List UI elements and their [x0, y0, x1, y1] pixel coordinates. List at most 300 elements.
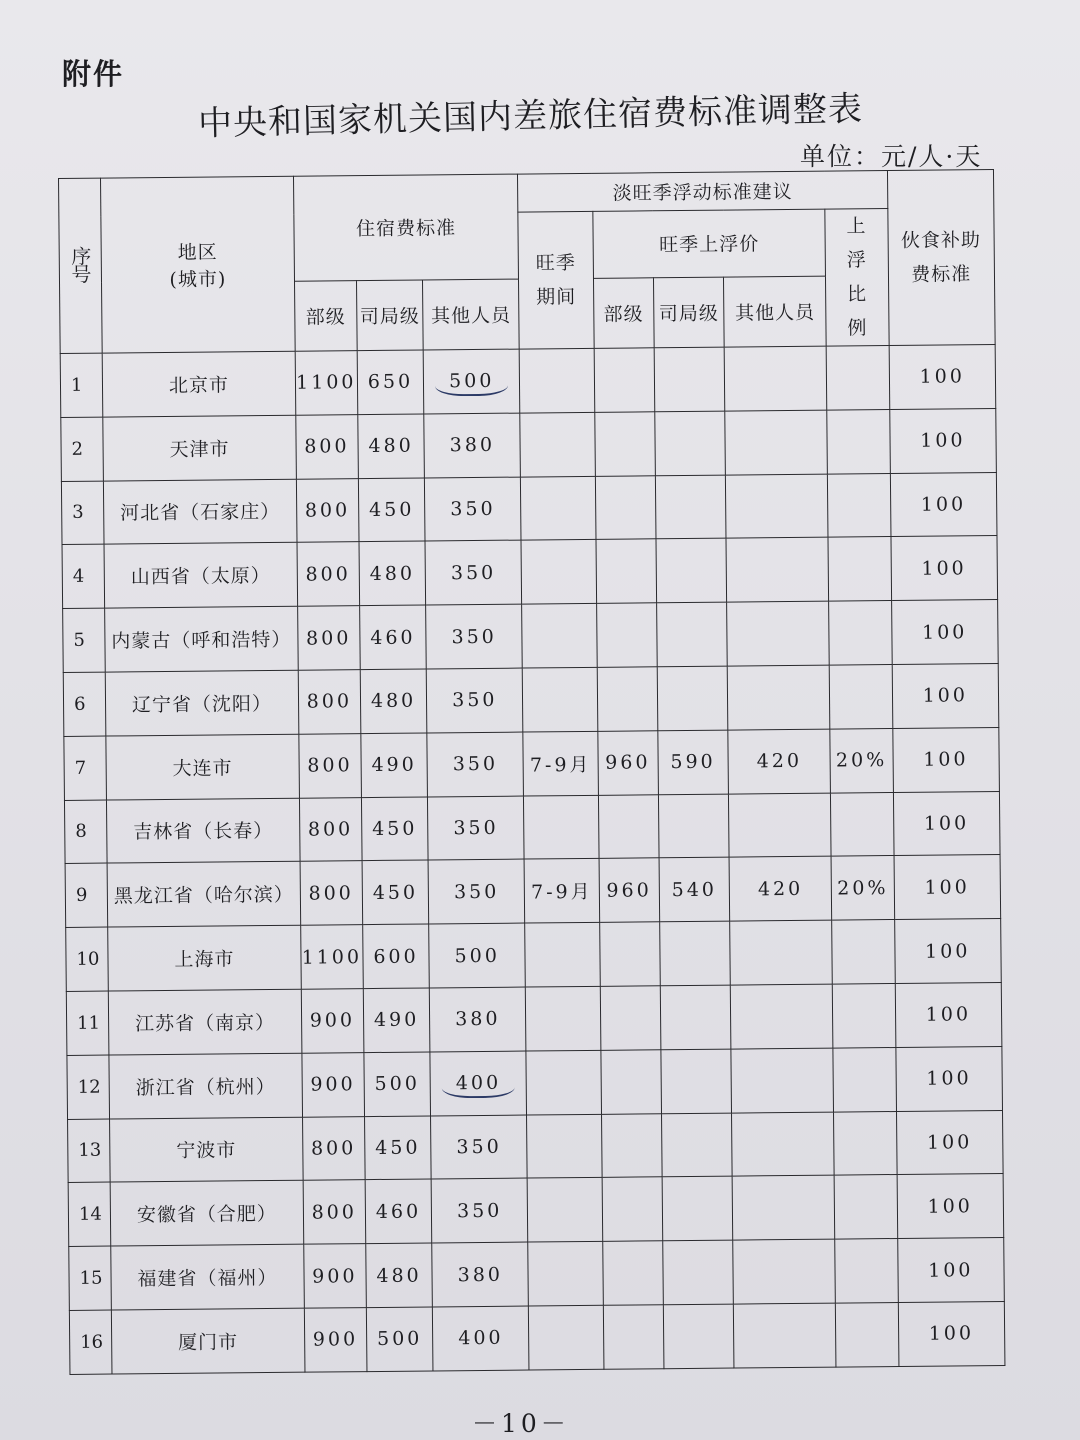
row-rise-ratio: [831, 792, 894, 856]
row-lodging-bureau: [360, 669, 427, 733]
row-region: [106, 734, 299, 800]
row-lodging-ministry-text: 800: [308, 881, 354, 905]
row-region-text: 黑龙江省（哈尔滨）: [113, 884, 294, 908]
row-peak-other-text: 420: [756, 750, 803, 773]
row-seq-text: 14: [78, 1203, 102, 1226]
row-lodging-bureau-text: 600: [373, 945, 419, 968]
row-peak-period: [528, 1178, 603, 1243]
row-lodging-ministry-text: 900: [312, 1328, 359, 1351]
table-row: [60, 345, 996, 418]
row-region-text: 北京市: [168, 374, 230, 397]
row-lodging-bureau: [357, 350, 424, 414]
row-meal: [894, 919, 1001, 984]
row-peak-bureau: [663, 1240, 734, 1304]
row-rise-ratio: [835, 1175, 898, 1239]
row-peak-other: [727, 665, 830, 730]
row-lodging-other: [425, 540, 522, 605]
row-lodging-ministry: [298, 670, 361, 734]
row-peak-period: [523, 667, 598, 732]
row-rise-ratio: [830, 665, 893, 729]
table-row: [65, 855, 1001, 928]
row-meal: [895, 982, 1002, 1047]
row-meal-text: 100: [920, 429, 966, 452]
row-lodging-other-text: 350: [456, 1199, 503, 1222]
row-region-text: 安徽省（合肥）: [136, 1203, 277, 1227]
row-region-text: 河北省（石家庄）: [120, 501, 281, 525]
row-rise-ratio: [835, 1239, 898, 1303]
row-seq-text: 10: [76, 948, 100, 970]
row-lodging-other-text: 350: [456, 1135, 502, 1159]
row-meal-text: 100: [925, 939, 971, 963]
row-lodging-bureau: [363, 924, 430, 988]
row-peak-ministry: [600, 986, 661, 1050]
row-seq: [68, 1119, 111, 1183]
header-seq: [59, 178, 103, 353]
row-lodging-ministry: [296, 478, 359, 542]
row-region-text: 厦门市: [178, 1331, 239, 1354]
row-lodging-ministry-text: 1100: [301, 945, 363, 969]
row-meal: [889, 345, 996, 410]
row-seq-text: 2: [71, 438, 84, 460]
header-lodging-bureau: 司局级: [356, 280, 423, 351]
row-lodging-other-text: 350: [452, 689, 498, 712]
row-peak-period: [521, 476, 596, 541]
row-lodging-other: [429, 923, 526, 988]
row-peak-bureau: [655, 475, 726, 539]
unit-label: 单位：元/人·天: [800, 142, 983, 171]
table-row: [63, 663, 999, 736]
row-meal: [892, 663, 999, 728]
row-meal: [896, 1110, 1003, 1175]
row-peak-ministry: [599, 922, 660, 986]
row-lodging-bureau: [363, 988, 430, 1052]
row-rise-ratio: [827, 409, 890, 473]
row-peak-period: [522, 604, 597, 669]
row-lodging-ministry: [295, 351, 358, 415]
row-peak-period: [526, 986, 601, 1051]
row-peak-bureau: [656, 538, 727, 602]
row-lodging-ministry-text: 800: [304, 435, 350, 458]
row-meal-text: 100: [925, 1003, 972, 1027]
row-region: [108, 925, 301, 991]
row-seq-text: 8: [75, 821, 87, 843]
row-peak-period: [526, 1050, 601, 1115]
row-meal-text: 100: [924, 876, 970, 899]
table-row: [64, 791, 1000, 864]
row-lodging-ministry-text: 800: [306, 626, 352, 650]
table-row: [62, 536, 998, 609]
row-lodging-other: [426, 668, 523, 733]
row-peak-other: [729, 793, 832, 858]
row-peak-other: [730, 920, 833, 985]
table-body: [60, 345, 1005, 1375]
row-region-text: 内蒙古（呼和浩特）: [111, 628, 292, 653]
row-lodging-ministry: [301, 989, 364, 1053]
row-lodging-other: [432, 1306, 529, 1371]
row-region: [109, 1053, 302, 1119]
row-lodging-ministry-text: 900: [310, 1073, 356, 1096]
row-lodging-bureau-text: 450: [372, 881, 419, 904]
row-lodging-bureau-text: 450: [372, 817, 418, 840]
row-lodging-bureau-text: 480: [376, 1264, 422, 1287]
header-rise-ratio: 上浮比例: [825, 209, 888, 347]
attachment-label: 附件: [62, 57, 125, 91]
row-region-text: 江苏省（南京）: [134, 1011, 276, 1036]
row-meal: [891, 600, 998, 665]
row-peak-ministry-text: 960: [605, 751, 651, 774]
row-region-text: 大连市: [172, 757, 233, 780]
row-peak-period: [524, 859, 599, 924]
row-lodging-ministry: [300, 925, 363, 989]
row-meal: [889, 408, 996, 473]
table-row: [68, 1110, 1004, 1183]
row-peak-bureau: [655, 411, 726, 475]
row-lodging-other-text: 350: [452, 752, 499, 776]
header-lodging-other: 其他人员: [423, 279, 520, 350]
row-lodging-other: [427, 732, 524, 797]
row-region: [111, 1308, 304, 1374]
row-lodging-other: [431, 1115, 528, 1180]
row-peak-ministry: [602, 1241, 663, 1305]
row-lodging-ministry-text: 900: [312, 1264, 358, 1288]
table-header: [59, 170, 996, 354]
row-lodging-bureau-text: 480: [368, 434, 414, 458]
header-lodging-ministry: 部级: [294, 280, 357, 351]
row-peak-other: [728, 729, 831, 794]
row-peak-period: [520, 412, 595, 477]
row-peak-ministry: [594, 348, 655, 412]
row-peak-period: [528, 1241, 603, 1306]
row-peak-bureau: [659, 857, 730, 921]
row-lodging-other: [426, 604, 523, 669]
row-lodging-bureau: [360, 605, 427, 669]
row-lodging-other-text: 350: [453, 816, 499, 840]
row-meal-text: 100: [923, 748, 969, 771]
row-peak-bureau: [658, 730, 729, 794]
row-rise-ratio: [832, 920, 895, 984]
row-seq-text: 4: [72, 566, 85, 588]
table-row: [69, 1238, 1005, 1311]
row-region-text: 辽宁省（沈阳）: [131, 692, 273, 717]
row-lodging-bureau-text: 460: [370, 626, 416, 649]
row-rise-ratio: [828, 473, 891, 537]
row-peak-bureau: [661, 1049, 732, 1113]
row-rise-ratio: [830, 728, 893, 792]
row-lodging-other-text: 400: [442, 1072, 516, 1099]
row-lodging-other: [431, 1178, 528, 1243]
row-lodging-other-text: 500: [454, 944, 500, 967]
row-peak-ministry-text: 960: [606, 879, 652, 902]
row-peak-other-text: 420: [757, 877, 804, 901]
header-lodging: 住宿费标准: [293, 174, 519, 281]
row-rise-ratio: [828, 537, 891, 601]
row-region: [111, 1244, 304, 1310]
header-peak-bureau: 司局级: [653, 277, 724, 348]
row-seq-text: 1: [70, 374, 83, 396]
row-peak-other: [733, 1239, 836, 1304]
row-meal: [894, 855, 1001, 920]
row-lodging-ministry: [304, 1308, 367, 1372]
table-row: [66, 919, 1002, 992]
row-region: [110, 1117, 303, 1183]
header-peak-period: 旺季期间: [518, 211, 594, 349]
row-lodging-bureau: [361, 797, 428, 861]
row-peak-bureau: [661, 1113, 732, 1177]
row-lodging-bureau: [358, 478, 425, 542]
row-lodging-bureau-text: 450: [375, 1136, 421, 1159]
row-lodging-ministry-text: 800: [305, 562, 351, 586]
row-lodging-bureau: [365, 1179, 432, 1243]
row-lodging-other-text: 380: [449, 434, 496, 457]
row-peak-ministry: [599, 858, 660, 922]
row-lodging-ministry: [299, 797, 362, 861]
row-peak-ministry: [598, 794, 659, 858]
row-peak-period-text: 7-9月: [531, 881, 593, 904]
table-row: [66, 982, 1002, 1055]
row-seq: [62, 544, 105, 608]
lodging-standards-table: [58, 169, 1005, 1375]
row-peak-bureau: [658, 794, 729, 858]
row-peak-bureau: [663, 1304, 734, 1368]
row-peak-period: [523, 731, 598, 796]
row-region-text: 山西省（太原）: [130, 565, 271, 589]
row-lodging-bureau-text: 500: [374, 1072, 420, 1096]
row-lodging-bureau: [361, 733, 428, 797]
row-lodging-bureau-text: 650: [367, 370, 414, 394]
row-peak-other: [732, 1112, 835, 1177]
row-meal-text: 100: [922, 684, 969, 708]
row-lodging-other-text: 500: [435, 370, 509, 397]
header-seq-label: 序号: [67, 245, 93, 282]
row-meal-text: 100: [919, 365, 965, 389]
row-lodging-bureau-text: 460: [375, 1200, 422, 1223]
row-peak-bureau: [656, 602, 727, 666]
row-peak-other: [729, 856, 832, 921]
row-region: [104, 543, 297, 609]
row-lodging-other-text: 350: [453, 880, 500, 903]
row-meal-text: 100: [928, 1322, 975, 1346]
row-lodging-ministry: [300, 861, 363, 925]
row-meal-text: 100: [921, 557, 967, 580]
row-seq-text: 11: [77, 1012, 101, 1034]
row-lodging-other: [424, 413, 521, 478]
row-lodging-bureau: [366, 1243, 433, 1307]
header-region-sub: (城市): [169, 268, 227, 291]
row-seq: [61, 481, 104, 545]
row-region: [107, 798, 300, 864]
row-peak-other: [726, 538, 829, 603]
row-meal: [897, 1174, 1004, 1239]
row-seq-text: 13: [78, 1140, 102, 1162]
row-peak-other: [730, 984, 833, 1049]
table-row: [61, 472, 997, 545]
row-lodging-other: [429, 987, 526, 1052]
row-lodging-bureau-text: 480: [370, 689, 417, 713]
row-seq: [66, 927, 109, 991]
row-region: [104, 479, 297, 545]
row-region-text: 吉林省（长春）: [133, 820, 274, 844]
row-region-text: 天津市: [169, 438, 230, 461]
row-seq: [63, 608, 106, 672]
row-meal-text: 100: [926, 1131, 973, 1154]
row-lodging-other-text: 350: [450, 561, 497, 585]
row-lodging-other: [425, 477, 522, 542]
row-peak-period: [521, 540, 596, 605]
document-title: 中央和国家机关国内差旅住宿费标准调整表: [197, 88, 864, 144]
row-lodging-ministry: [302, 1052, 365, 1116]
row-lodging-ministry: [303, 1180, 366, 1244]
row-peak-other: [733, 1303, 836, 1368]
row-lodging-ministry: [302, 1116, 365, 1180]
row-rise-ratio-text: 20%: [835, 749, 888, 772]
table-row: [67, 1046, 1003, 1119]
row-region: [105, 670, 298, 736]
row-region: [102, 351, 295, 417]
header-region-label: 地区: [177, 241, 218, 264]
row-region: [105, 606, 298, 672]
row-seq: [69, 1246, 112, 1310]
row-peak-bureau-text: 590: [670, 750, 716, 774]
row-lodging-bureau: [359, 541, 426, 605]
row-lodging-other: [423, 349, 520, 414]
row-lodging-bureau-text: 480: [369, 562, 416, 585]
row-lodging-other-text: 380: [457, 1263, 504, 1286]
row-meal-text: 100: [928, 1258, 974, 1282]
row-peak-period: [529, 1305, 604, 1370]
row-peak-other: [727, 601, 830, 666]
row-lodging-ministry-text: 1100: [296, 371, 357, 395]
table-row: [69, 1301, 1005, 1374]
row-seq-text: 12: [77, 1076, 101, 1098]
header-season: 淡旺季浮动标准建议: [518, 171, 888, 213]
row-lodging-ministry-text: 800: [310, 1137, 357, 1160]
row-region-text: 上海市: [174, 948, 235, 971]
row-meal: [898, 1301, 1005, 1366]
row-lodging-other-text: 380: [455, 1008, 501, 1031]
row-peak-bureau: [654, 347, 725, 411]
row-rise-ratio: [831, 856, 894, 920]
table-container: [58, 169, 1005, 1375]
row-meal-text: 100: [921, 620, 968, 644]
row-lodging-ministry-text: 800: [307, 818, 354, 841]
header-meal: 伙食补助费标准: [887, 170, 995, 346]
row-lodging-other: [430, 1051, 527, 1116]
row-peak-bureau-text: 540: [671, 878, 718, 901]
row-lodging-ministry: [297, 606, 360, 670]
row-peak-other: [724, 346, 827, 411]
row-lodging-bureau-text: 490: [373, 1008, 420, 1032]
row-seq: [69, 1310, 112, 1374]
row-lodging-ministry-text: 800: [304, 499, 351, 522]
row-lodging-ministry-text: 800: [306, 690, 353, 714]
table-row: [63, 600, 999, 673]
row-seq: [68, 1182, 111, 1246]
row-rise-ratio-text: 20%: [837, 876, 889, 900]
row-peak-other: [725, 410, 828, 475]
row-rise-ratio: [829, 601, 892, 665]
row-peak-period: [524, 795, 599, 860]
row-peak-period: [527, 1114, 602, 1179]
row-seq: [64, 736, 107, 800]
row-lodging-ministry-text: 800: [311, 1200, 357, 1224]
row-rise-ratio: [833, 983, 896, 1047]
row-seq: [64, 800, 107, 864]
row-lodging-bureau: [364, 1116, 431, 1180]
row-lodging-ministry-text: 800: [307, 754, 353, 777]
row-seq: [63, 672, 106, 736]
row-peak-ministry: [597, 667, 658, 731]
row-lodging-ministry: [299, 733, 362, 797]
row-lodging-bureau: [362, 860, 429, 924]
header-peak-ministry: 部级: [593, 278, 654, 349]
row-meal: [893, 791, 1000, 856]
row-peak-ministry: [594, 412, 655, 476]
row-lodging-other: [428, 859, 525, 924]
header-region: [101, 176, 295, 353]
row-rise-ratio: [833, 1047, 896, 1111]
row-meal-text: 100: [926, 1067, 972, 1090]
row-peak-period: [520, 348, 595, 413]
row-peak-bureau: [657, 666, 728, 730]
row-lodging-bureau-text: 500: [376, 1327, 423, 1351]
row-seq-text: 15: [79, 1267, 103, 1289]
row-lodging-other: [432, 1242, 529, 1307]
row-seq-text: 7: [74, 757, 87, 779]
page-number: －10－: [472, 1409, 570, 1438]
row-lodging-bureau: [358, 414, 425, 478]
row-lodging-other-text: 350: [451, 625, 497, 648]
header-peak-other: 其他人员: [724, 276, 827, 347]
row-lodging-ministry: [303, 1244, 366, 1308]
row-rise-ratio: [836, 1302, 899, 1366]
row-seq-text: 5: [73, 629, 85, 651]
row-peak-bureau: [660, 985, 731, 1049]
row-region: [110, 1181, 303, 1247]
row-meal: [892, 727, 999, 792]
row-seq-text: 16: [80, 1331, 104, 1353]
table-row: [64, 727, 1000, 800]
header-peak-price: 旺季上浮价: [593, 209, 826, 278]
row-lodging-ministry-text: 900: [309, 1009, 356, 1032]
row-lodging-bureau-text: 490: [371, 753, 417, 777]
row-peak-ministry: [595, 475, 656, 539]
row-seq-text: 3: [72, 502, 84, 524]
row-peak-other: [725, 474, 828, 539]
row-peak-ministry: [602, 1177, 663, 1241]
row-seq: [66, 991, 109, 1055]
row-peak-ministry: [596, 539, 657, 603]
table-row: [61, 408, 997, 481]
row-region-text: 宁波市: [176, 1139, 237, 1163]
row-lodging-bureau-text: 450: [368, 498, 415, 522]
row-meal: [895, 1046, 1002, 1111]
row-region: [107, 862, 300, 928]
row-peak-ministry: [601, 1113, 662, 1177]
row-peak-ministry: [596, 603, 657, 667]
row-meal: [891, 536, 998, 601]
row-meal-text: 100: [923, 812, 970, 835]
row-peak-ministry: [603, 1305, 664, 1369]
row-rise-ratio: [827, 346, 890, 410]
row-peak-period-text: 7-9月: [529, 753, 592, 777]
row-meal-text: 100: [927, 1195, 973, 1218]
row-seq: [65, 863, 108, 927]
row-region-text: 浙江省（杭州）: [135, 1075, 276, 1099]
row-meal-text: 100: [920, 493, 967, 516]
row-lodging-ministry: [296, 414, 359, 478]
row-peak-ministry: [597, 731, 658, 795]
row-region-text: 福建省（福州）: [137, 1266, 278, 1291]
